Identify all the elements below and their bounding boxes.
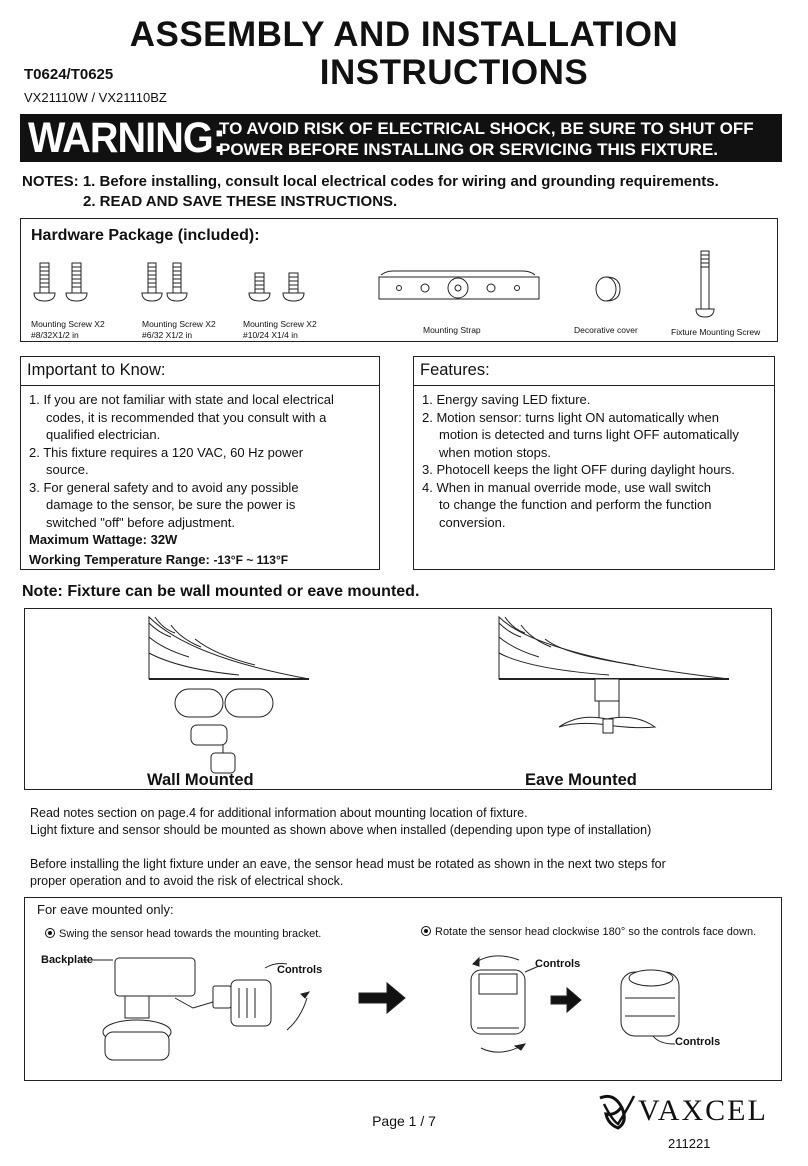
hardware-package-box	[20, 218, 778, 342]
hardware-caption-3: Mounting Screw X2 #10/24 X1/4 in	[243, 319, 317, 340]
warning-word: WARNING:	[28, 114, 226, 162]
hardware-caption-6: Fixture Mounting Screw	[671, 327, 761, 337]
wall-mounted-light-icon	[175, 689, 273, 773]
decorative-cover-icon	[596, 277, 620, 301]
vaxcel-logo-icon	[594, 1090, 638, 1130]
sensor-head-face-down-icon	[621, 970, 679, 1036]
feature-line: 4. When in manual override mode, use wall switch	[422, 479, 712, 495]
controls-label: Controls	[277, 964, 323, 976]
feature-line: when motion stops.	[439, 444, 552, 460]
important-box	[20, 356, 380, 570]
warning-line2: POWER BEFORE INSTALLING OR SERVICING THIS FIXTURE.	[219, 140, 719, 159]
wall-mounted-label: Wall Mounted	[147, 771, 254, 789]
paragraph-notes-ref: Read notes section on page.4 for additional information about mounting location of fixture.	[30, 806, 528, 820]
fixture-side-view-icon	[103, 958, 271, 1060]
important-line: switched "off" before adjustment.	[46, 514, 235, 530]
arrow-right-icon	[551, 988, 581, 1012]
max-wattage: Maximum Wattage: 32W	[29, 532, 178, 547]
hardware-illustrations	[21, 219, 777, 341]
document-code: 211221	[668, 1136, 711, 1151]
important-line: 1. If you are not familiar with state and local electrical	[29, 392, 334, 407]
important-line: 3. For general safety and to avoid any possible	[29, 479, 299, 495]
important-line: codes, it is recommended that you consult with a	[46, 409, 327, 425]
screw-10-24-icon	[249, 273, 304, 301]
roof-shingles-icon	[149, 617, 309, 679]
paragraph-eave-warning-2: proper operation and to avoid the risk of electrical shock.	[30, 874, 344, 888]
feature-line: to change the function and perform the function	[439, 497, 712, 512]
features-list	[422, 391, 739, 531]
hardware-caption-4: Mounting Strap	[423, 325, 481, 335]
model-number: T0624/T0625	[24, 66, 114, 83]
eave-steps-box	[24, 897, 782, 1081]
notes-section	[22, 172, 719, 212]
important-list	[29, 391, 334, 569]
feature-line: 2. Motion sensor: turns light ON automatically when	[422, 409, 719, 425]
controls-label: Controls	[675, 1036, 721, 1048]
paragraph-eave-warning-1: Before installing the light fixture under an eave, the sensor head must be rotated as shown in the next two steps for	[30, 857, 666, 871]
backplate-label: Backplate	[41, 954, 93, 966]
sensor-head-rotating-icon	[471, 970, 525, 1034]
warning-banner	[20, 114, 782, 162]
eave-mounted-label: Eave Mounted	[525, 771, 637, 789]
feature-line: 3. Photocell keeps the light OFF during daylight hours.	[422, 462, 735, 477]
arrow-right-icon	[359, 983, 405, 1013]
paragraph-mount-orientation: Light fixture and sensor should be mounted as shown above when installed (depending upon type of installation)	[30, 823, 652, 837]
hardware-title: Hardware Package (included):	[31, 227, 260, 244]
feature-line: 1. Energy saving LED fixture.	[422, 392, 591, 407]
hardware-caption-2: Mounting Screw X2 #6/32 X1/2 in	[142, 319, 216, 340]
step-2: Rotate the sensor head clockwise 180° so the controls face down.	[421, 926, 756, 938]
mounting-note: Note: Fixture can be wall mounted or eave mounted.	[22, 583, 420, 600]
step-1: Swing the sensor head towards the mounting bracket.	[45, 928, 321, 940]
important-line: qualified electrician.	[46, 427, 161, 442]
features-box	[413, 356, 775, 570]
hardware-caption-1: Mounting Screw X2 #8/32X1/2 in	[31, 319, 105, 340]
warning-line1: TO AVOID RISK OF ELECTRICAL SHOCK, BE SURE TO SHUT OFF	[219, 119, 754, 138]
roof-shingles-icon	[499, 617, 729, 679]
important-line: damage to the sensor, be sure the power is	[46, 497, 296, 512]
important-line: source.	[46, 462, 89, 477]
page-number: Page 1 / 7	[372, 1113, 436, 1129]
feature-line: conversion.	[439, 514, 506, 530]
mounting-illustrations	[25, 609, 771, 789]
model-variants: VX21110W / VX21110BZ	[24, 90, 167, 105]
mounting-diagram-box	[24, 608, 772, 790]
controls-label: Controls	[535, 958, 581, 970]
eave-steps-illustrations	[25, 898, 781, 1080]
hardware-caption-5: Decorative cover	[574, 325, 638, 335]
features-title: Features:	[420, 361, 490, 379]
brand-wordmark: VAXCEL	[638, 1094, 768, 1127]
eave-mounted-light-icon	[559, 679, 655, 733]
temperature-range: Working Temperature Range: -13°F ~ 113°F	[29, 551, 289, 567]
document-title-line2: INSTRUCTIONS	[319, 53, 589, 92]
eave-steps-title: For eave mounted only:	[37, 902, 174, 917]
feature-line: motion is detected and turns light OFF automatically	[439, 427, 739, 442]
important-title: Important to Know:	[27, 361, 166, 379]
important-line: 2. This fixture requires a 120 VAC, 60 Hz power	[29, 444, 304, 460]
mounting-strap-icon	[379, 271, 539, 299]
notes-line1: NOTES: 1. Before installing, consult local electrical codes for wiring and grounding requirements.	[22, 173, 719, 190]
fixture-mounting-screw-icon	[696, 251, 714, 317]
screw-6-32-icon	[142, 263, 187, 301]
notes-line2: 2. READ AND SAVE THESE INSTRUCTIONS.	[83, 193, 398, 210]
document-title-line1: ASSEMBLY AND INSTALLATION	[129, 15, 679, 54]
screw-8-32-icon	[34, 263, 87, 301]
warning-text	[219, 118, 754, 160]
